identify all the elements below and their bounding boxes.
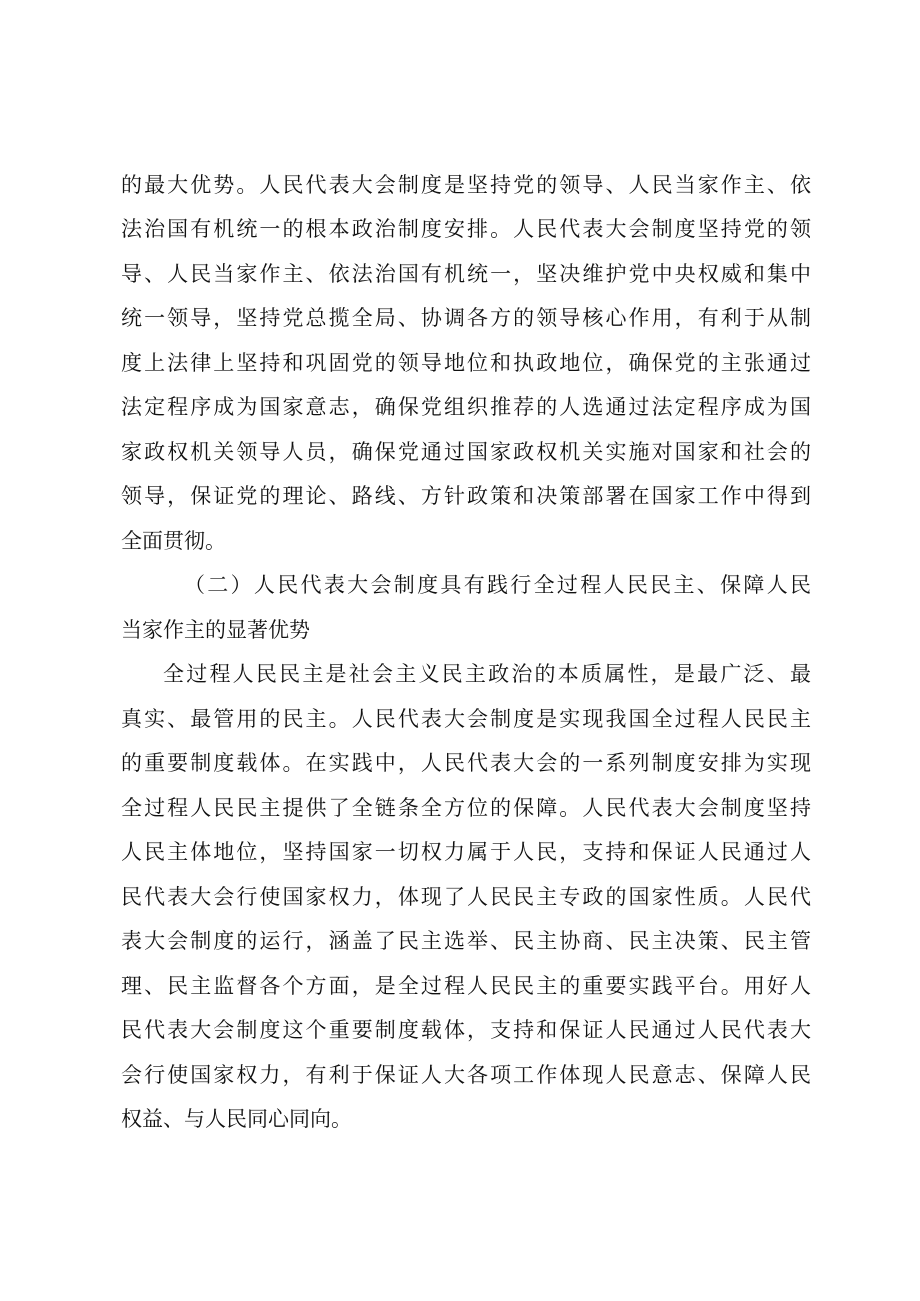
- text-line: 法定程序成为国家意志，确保党组织推荐的人选通过法定程序成为国: [121, 395, 811, 419]
- text-line: 全过程人民民主提供了全链条全方位的保障。人民代表大会制度坚持: [121, 796, 811, 820]
- text-line: 人民主体地位，坚持国家一切权力属于人民，支持和保证人民通过人: [121, 840, 811, 864]
- text-line: 法治国有机统一的根本政治制度安排。人民代表大会制度坚持党的领: [121, 217, 811, 241]
- heading-line: 当家作主的显著优势: [121, 618, 310, 642]
- text-line: 全过程人民民主是社会主义民主政治的本质属性，是最广泛、最: [163, 662, 811, 686]
- text-line: 的最大优势。人民代表大会制度是坚持党的领导、人民当家作主、依: [121, 173, 811, 197]
- text-line: 的重要制度载体。在实践中，人民代表大会的一系列制度安排为实现: [121, 751, 811, 775]
- text-line: 表大会制度的运行，涵盖了民主选举、民主协商、民主决策、民主管: [121, 929, 811, 953]
- text-line: 权益、与人民同心同向。: [121, 1107, 352, 1131]
- text-line: 民代表大会制度这个重要制度载体，支持和保证人民通过人民代表大: [121, 1018, 811, 1042]
- text-line: 统一领导，坚持党总揽全局、协调各方的领导核心作用，有利于从制: [121, 306, 811, 330]
- text-line: 度上法律上坚持和巩固党的领导地位和执政地位，确保党的主张通过: [121, 351, 811, 375]
- text-line: 会行使国家权力，有利于保证人大各项工作体现人民意志、保障人民: [121, 1063, 811, 1087]
- text-line: 领导，保证党的理论、路线、方针政策和决策部署在国家工作中得到: [121, 484, 811, 508]
- text-line: 导、人民当家作主、依法治国有机统一，坚决维护党中央权威和集中: [121, 262, 811, 286]
- text-line: 全面贯彻。: [121, 529, 226, 553]
- heading-line: （二）人民代表大会制度具有践行全过程人民民主、保障人民: [184, 573, 811, 597]
- text-line: 真实、最管用的民主。人民代表大会制度是实现我国全过程人民民主: [121, 707, 811, 731]
- text-line: 家政权机关领导人员，确保党通过国家政权机关实施对国家和社会的: [121, 440, 811, 464]
- text-line: 理、民主监督各个方面，是全过程人民民主的重要实践平台。用好人: [121, 974, 811, 998]
- text-line: 民代表大会行使国家权力，体现了人民民主专政的国家性质。人民代: [121, 885, 811, 909]
